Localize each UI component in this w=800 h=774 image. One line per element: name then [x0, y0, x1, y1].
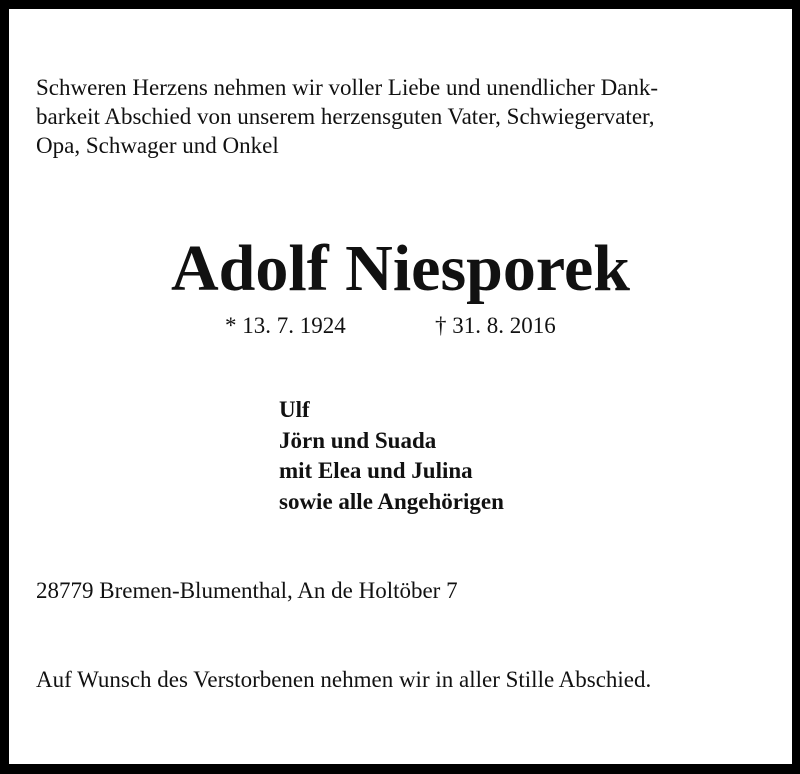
family-line: Ulf — [279, 397, 310, 422]
family-line: mit Elea und Julina — [279, 458, 473, 483]
intro-line: Schweren Herzens nehmen wir voller Liebe und unendlicher Dank- — [36, 75, 659, 100]
obituary-notice — [9, 9, 792, 764]
family-signatures — [279, 395, 504, 517]
intro-line: barkeit Abschied von unserem herzensguten Vater, Schwiegervater, — [36, 104, 655, 129]
closing-text: Auf Wunsch des Verstorbenen nehmen wir in aller Stille Abschied. — [36, 667, 652, 692]
intro-text — [36, 73, 658, 160]
deceased-name: Adolf Niesporek — [171, 232, 630, 305]
address: 28779 Bremen-Blumenthal, An de Holtöber 7 — [36, 578, 458, 603]
family-line: sowie alle Angehörigen — [279, 488, 504, 514]
intro-line: Opa, Schwager und Onkel — [36, 133, 279, 158]
birth-date: * 13. 7. 1924 — [225, 313, 346, 338]
death-date: † 31. 8. 2016 — [435, 313, 556, 338]
family-line: Jörn und Suada — [279, 427, 437, 453]
